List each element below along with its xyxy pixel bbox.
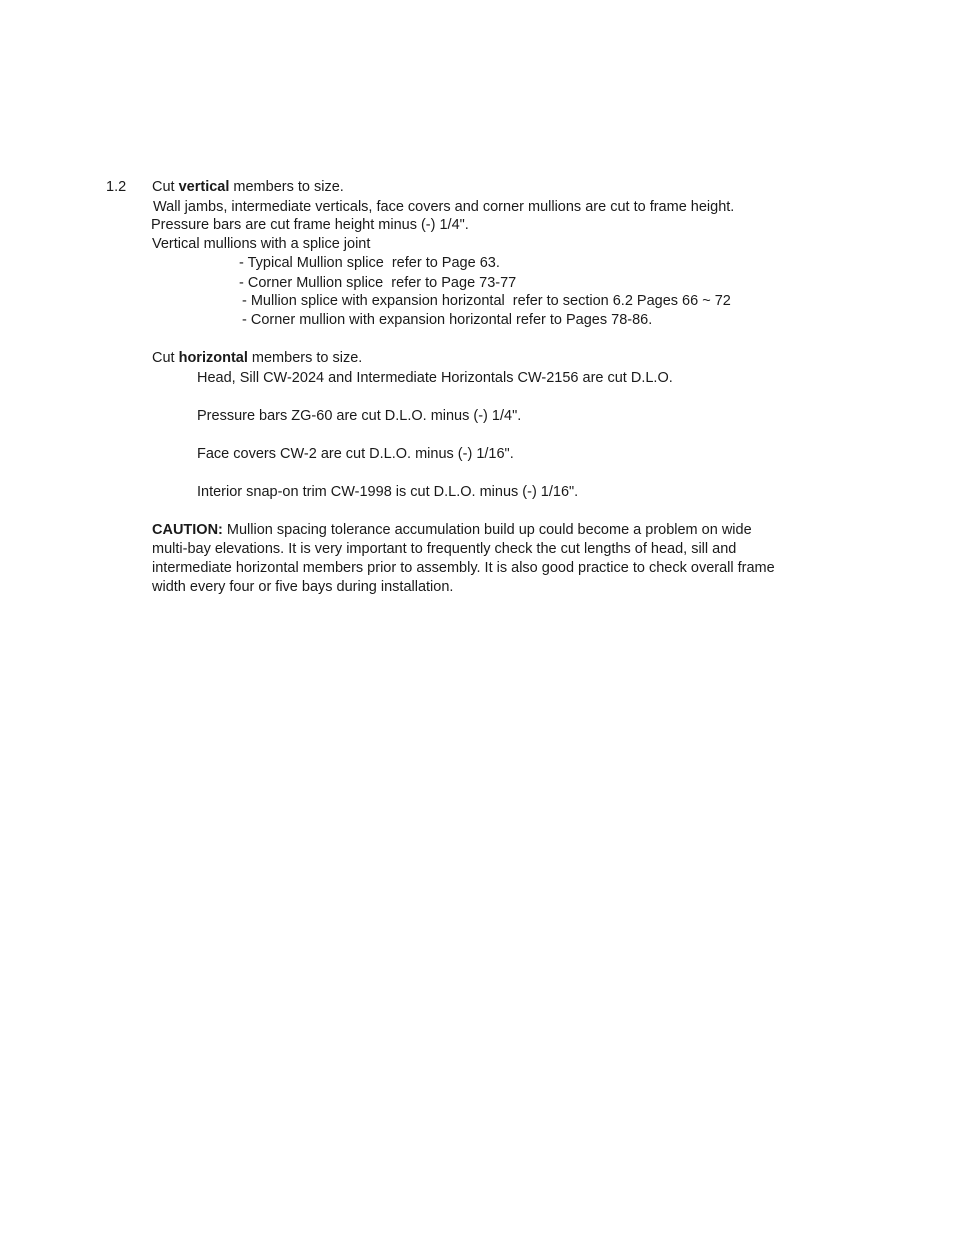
horizontal-heading-bold: horizontal — [178, 350, 248, 366]
horizontal-line-3: Face covers CW-2 are cut D.L.O. minus (-) 1/16". — [197, 446, 514, 462]
caution-line-1 — [152, 521, 752, 539]
splice-ref-1: - Typical Mullion splice refer to Page 63. — [239, 255, 500, 271]
splice-ref-4: - Corner mullion with expansion horizontal refer to Pages 78-86. — [242, 312, 653, 328]
horizontal-line-4: Interior snap-on trim CW-1998 is cut D.L.O. minus (-) 1/16". — [197, 484, 579, 500]
caution-line-2: multi-bay elevations. It is very important to frequently check the cut lengths of head, sill and — [152, 541, 737, 557]
caution-first-line: Mullion spacing tolerance accumulation build up could become a problem on wide — [222, 522, 752, 538]
splice-ref-2: - Corner Mullion splice refer to Page 73-77 — [239, 275, 517, 291]
horizontal-heading-post: members to size. — [247, 350, 363, 366]
caution-line-3: intermediate horizontal members prior to assembly. It is also good practice to check overall frame — [152, 560, 775, 576]
vertical-heading-post: members to size. — [229, 179, 344, 195]
vertical-line-3: Vertical mullions with a splice joint — [152, 236, 371, 252]
section-number: 1.2 — [106, 179, 127, 195]
vertical-heading — [152, 178, 344, 196]
vertical-heading-pre: Cut — [152, 179, 179, 195]
vertical-heading-bold: vertical — [178, 179, 230, 195]
caution-label: CAUTION: — [152, 522, 223, 538]
splice-ref-3: - Mullion splice with expansion horizontal refer to section 6.2 Pages 66 ~ 72 — [242, 293, 731, 309]
horizontal-line-1: Head, Sill CW-2024 and Intermediate Horizontals CW-2156 are cut D.L.O. — [197, 370, 673, 386]
vertical-line-1: Wall jambs, intermediate verticals, face covers and corner mullions are cut to frame height. — [153, 199, 735, 215]
caution-line-4: width every four or five bays during installation. — [152, 579, 454, 595]
horizontal-heading — [152, 349, 362, 367]
horizontal-line-2: Pressure bars ZG-60 are cut D.L.O. minus (-) 1/4". — [197, 408, 522, 424]
horizontal-heading-pre: Cut — [152, 350, 179, 366]
vertical-line-2: Pressure bars are cut frame height minus (-) 1/4". — [151, 217, 469, 233]
